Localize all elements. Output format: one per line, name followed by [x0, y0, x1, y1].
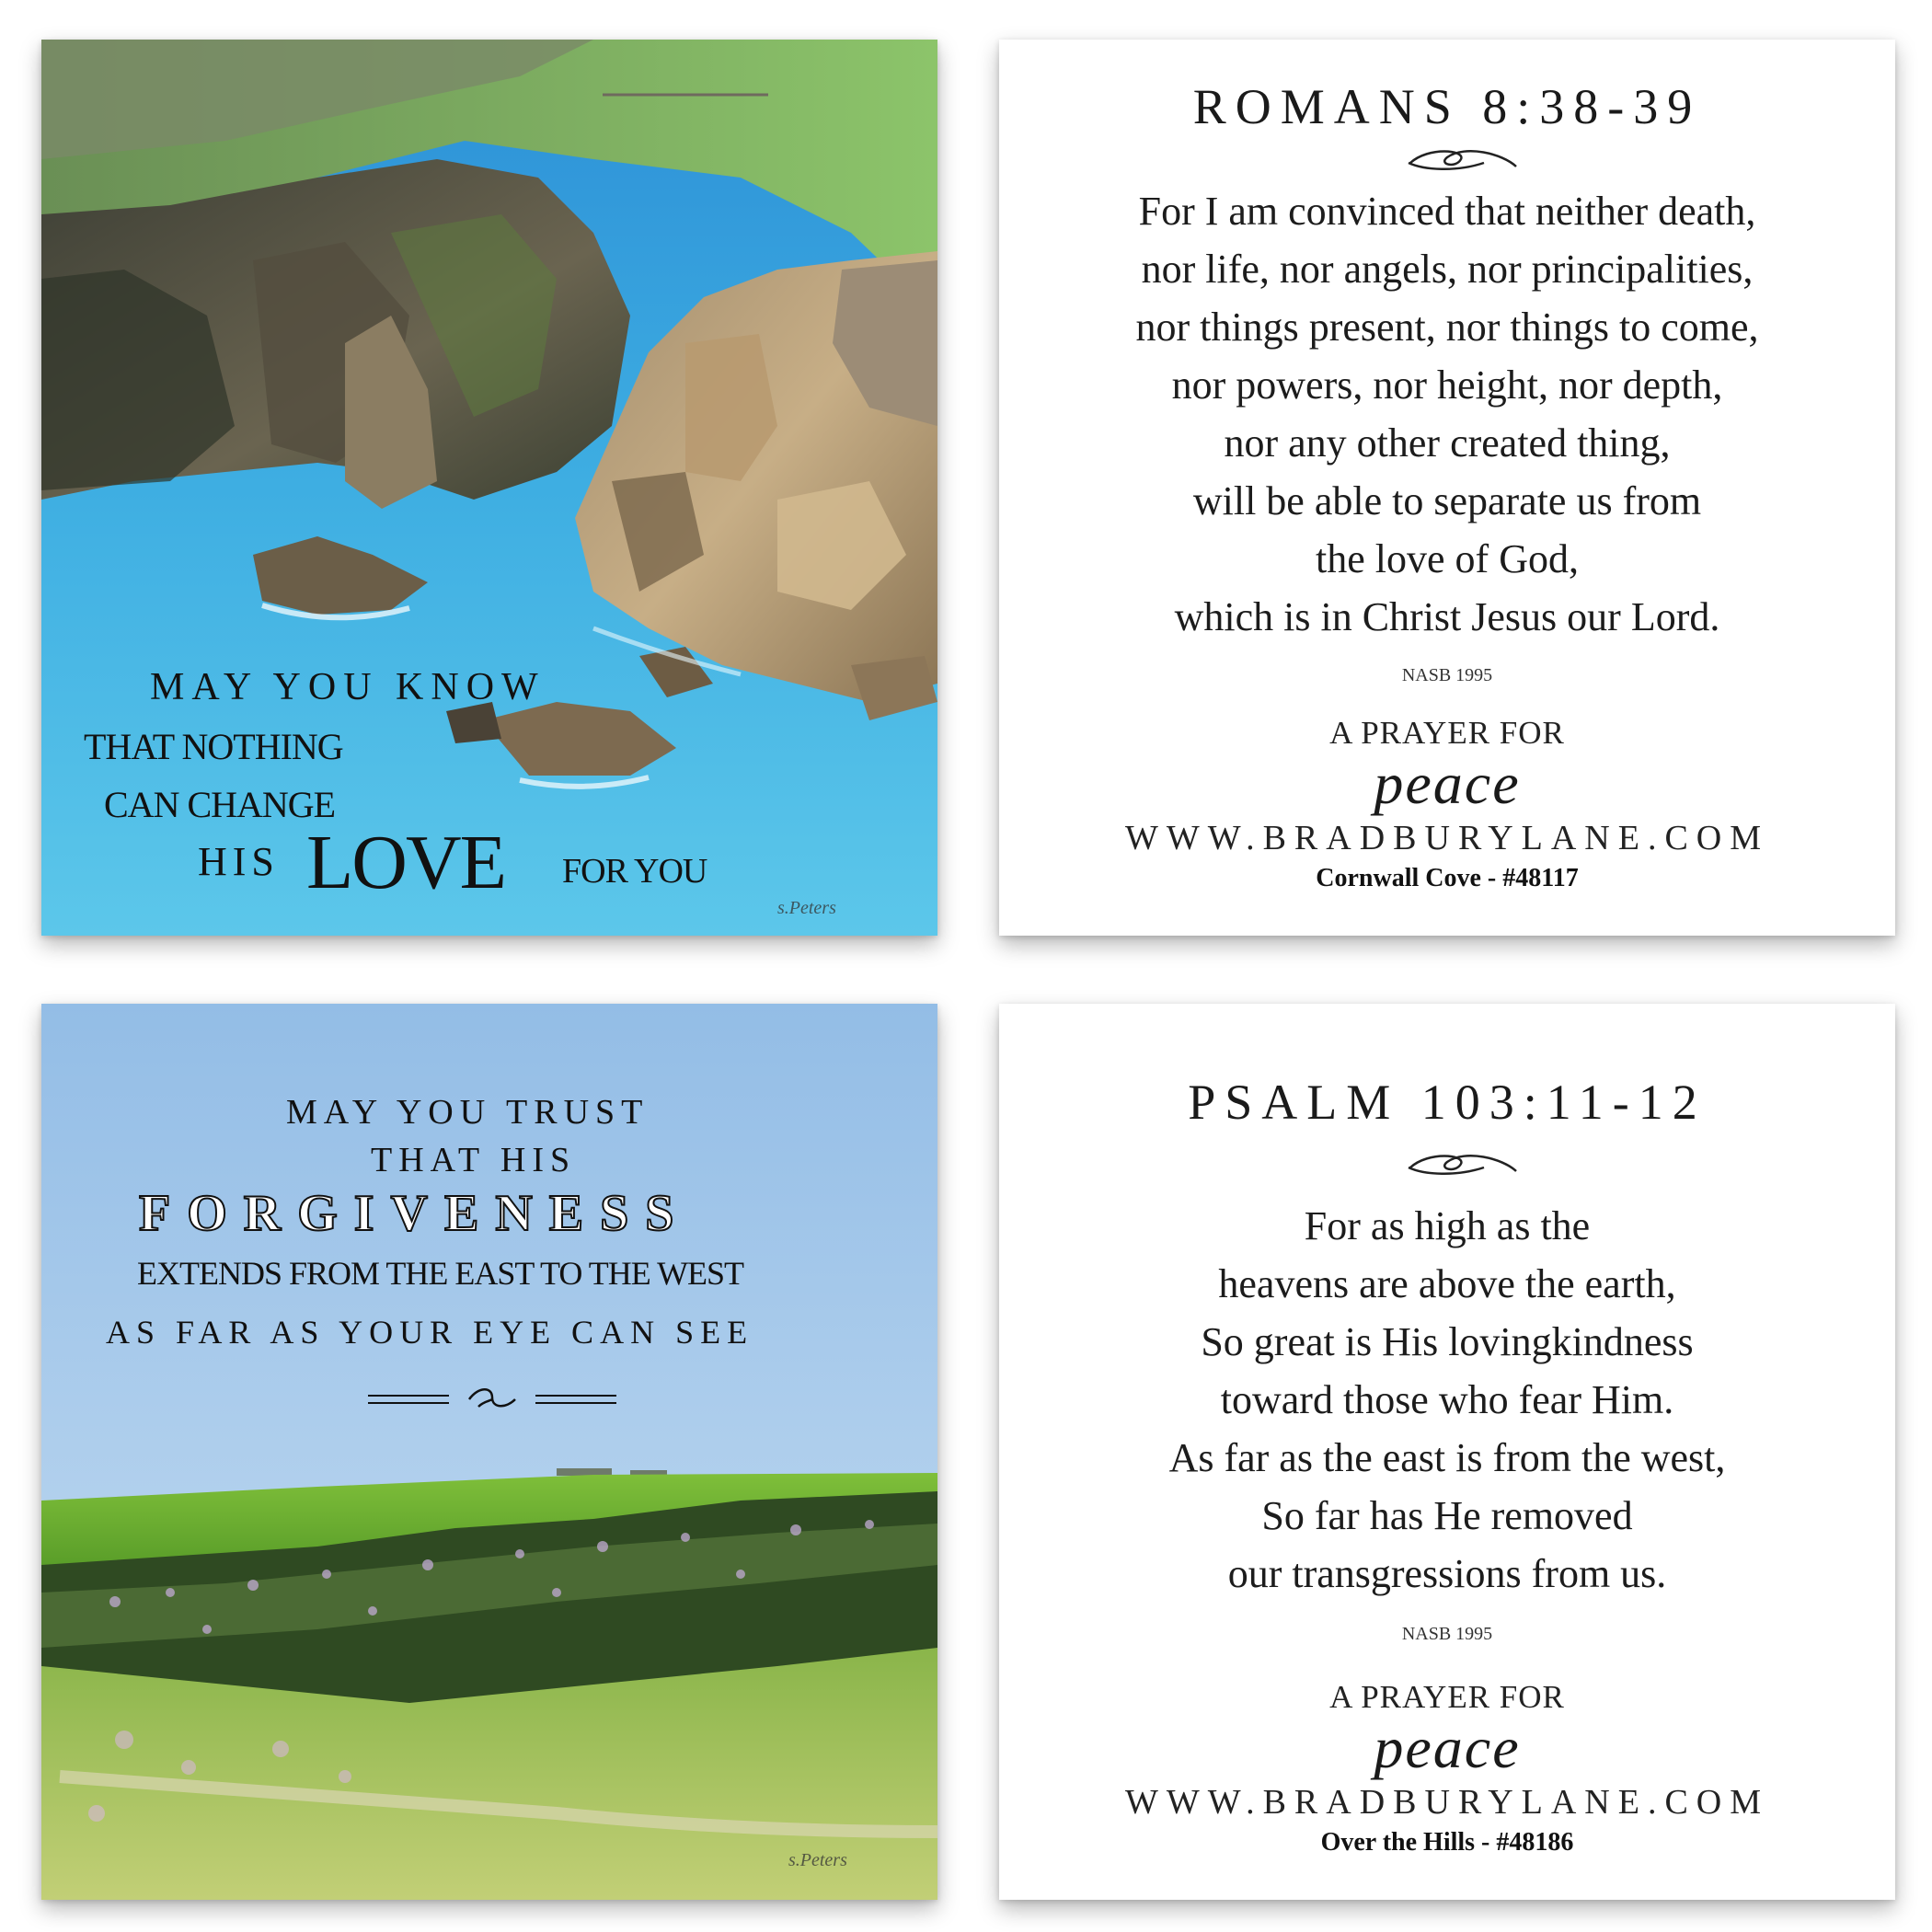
- website-url: WWW.BRADBURYLANE.COM: [1124, 1783, 1770, 1822]
- flourish-icon: [1401, 1147, 1521, 1184]
- scripture-reference: ROMANS 8:38-39: [1192, 79, 1702, 134]
- card-back-romans: [999, 40, 1895, 936]
- product-name: Cornwall Cove - #48117: [1316, 864, 1579, 892]
- translation-label: NASB 1995: [1401, 665, 1493, 685]
- divider-ornament-icon: [368, 1381, 616, 1418]
- photo-text-line-1: MAY YOU KNOW: [150, 666, 546, 708]
- artist-signature: s.Peters: [788, 1850, 847, 1870]
- peace-script: peace: [1374, 1715, 1521, 1780]
- prayer-for-label: A PRAYER FOR: [1329, 1679, 1565, 1715]
- photo-text-line-5: AS FAR AS YOUR EYE CAN SEE: [106, 1314, 754, 1351]
- verse-line: will be able to separate us from: [1192, 478, 1702, 523]
- verse-line: nor powers, nor height, nor depth,: [1171, 362, 1723, 408]
- product-name: Over the Hills - #48186: [1320, 1828, 1574, 1857]
- translation-label: NASB 1995: [1401, 1624, 1493, 1644]
- verse-line: nor things present, nor things to come,: [1135, 305, 1759, 350]
- prayer-for-label: A PRAYER FOR: [1329, 715, 1565, 751]
- verse-line: For as high as the: [1304, 1203, 1591, 1248]
- verse-line: our transgressions from us.: [1227, 1551, 1667, 1596]
- photo-text-line-4: EXTENDS FROM THE EAST TO THE WEST: [137, 1255, 744, 1292]
- photo-text-line-1: MAY YOU TRUST: [286, 1093, 650, 1132]
- card-back-psalm: [999, 1004, 1895, 1900]
- photo-text-his: HIS: [198, 839, 280, 884]
- verse-text: [999, 182, 1895, 646]
- field-sky-photo: [41, 1004, 937, 1900]
- photo-text-line-2: THAT NOTHING: [84, 726, 343, 767]
- photo-text-line-2: THAT HIS: [371, 1141, 577, 1179]
- verse-line: the love of God,: [1316, 536, 1579, 581]
- verse-text: [999, 1197, 1895, 1603]
- card-front-over-the-hills: [41, 1004, 937, 1900]
- verse-line: toward those who fear Him.: [1220, 1377, 1674, 1422]
- website-url: WWW.BRADBURYLANE.COM: [1124, 819, 1770, 857]
- artist-signature: s.Peters: [777, 898, 836, 918]
- photo-text-forgiveness: FORGIVENESS: [139, 1185, 691, 1242]
- photo-text-line-3: CAN CHANGE: [104, 784, 336, 825]
- verse-line: As far as the east is from the west,: [1168, 1435, 1726, 1480]
- card-front-cornwall-cove: [41, 40, 937, 936]
- photo-text-love: LOVE: [306, 820, 505, 905]
- verse-line: For I am convinced that neither death,: [1138, 189, 1756, 234]
- peace-script: peace: [1374, 751, 1521, 816]
- flourish-icon: [1401, 143, 1521, 179]
- verse-line: which is in Christ Jesus our Lord.: [1174, 594, 1720, 639]
- verse-line: nor any other created thing,: [1224, 420, 1671, 466]
- verse-line: heavens are above the earth,: [1218, 1261, 1676, 1306]
- photo-text-for-you: FOR YOU: [562, 852, 707, 891]
- verse-line: nor life, nor angels, nor principalities,: [1141, 247, 1754, 292]
- verse-line: So great is His lovingkindness: [1201, 1319, 1694, 1364]
- verse-line: So far has He removed: [1261, 1493, 1633, 1538]
- scripture-reference: PSALM 103:11-12: [1188, 1075, 1707, 1130]
